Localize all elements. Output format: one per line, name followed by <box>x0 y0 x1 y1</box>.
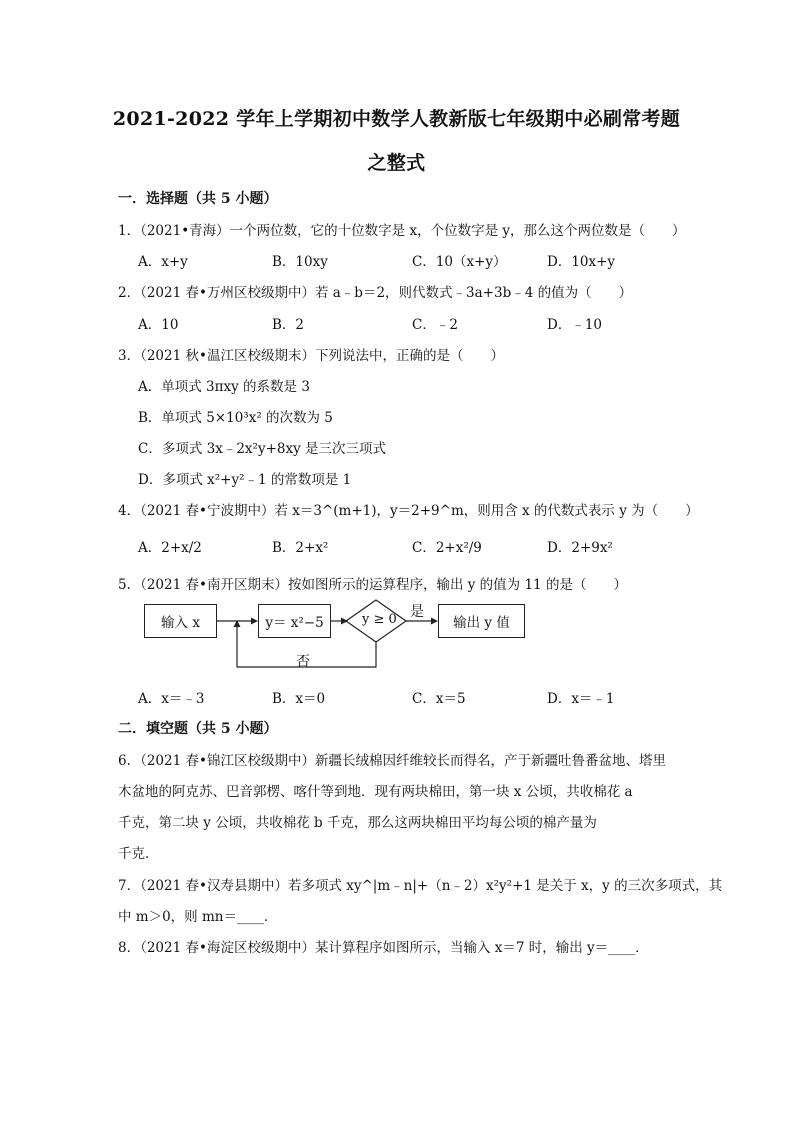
arrowhead-output <box>431 618 438 625</box>
question-3: 3．（2021 秋•温江区校级期末）下列说法中，正确的是（ ） <box>118 348 504 364</box>
q2-option-d: D．﹣10 <box>547 317 603 333</box>
q5-option-b: B．x＝0 <box>272 691 326 707</box>
q2-option-b: B．2 <box>272 317 305 333</box>
question-8: 8．（2021 春•海淀区校级期中）某计算程序如图所示，当输入 x＝7 时，输出 y＝____． <box>118 940 649 956</box>
q4-option-c: C．2+x²/9 <box>412 540 482 556</box>
flow-yes-label: 是 <box>410 604 424 620</box>
question-7-line1: 7．（2021 春•汉寿县期中）若多项式 xy^|m﹣n|+（n﹣2）x²y²+1 是关于 x，y 的三次多项式，其 <box>118 878 723 894</box>
question-6-line1: 6．（2021 春•锦江区校级期中）新疆长绒棉因纤维较长而得名，产于新疆吐鲁番盆地、塔里 <box>118 753 666 769</box>
page-title-line1: 2021-2022 学年上学期初中数学人教新版七年级期中必刷常考题 <box>112 108 681 130</box>
page-title-line2: 之整式 <box>367 152 426 174</box>
q5-option-d: D．x＝﹣1 <box>547 691 615 707</box>
q4-option-b: B．2+x² <box>272 540 329 556</box>
q1-option-d: D．10x+y <box>547 254 616 270</box>
question-1: 1．（2021•青海）一个两位数，它的十位数字是 x，个位数字是 y，那么这个两位数是（ ） <box>118 223 686 239</box>
q1-option-b: B．10xy <box>272 254 328 270</box>
question-5: 5．（2021 春•南开区期末）按如图所示的运算程序，输出 y 的值为 11 的是（ ） <box>118 577 627 593</box>
q5-option-c: C．x＝5 <box>412 691 466 707</box>
q2-option-a: A．10 <box>138 317 179 333</box>
q2-option-c: C．﹣2 <box>412 317 458 333</box>
q3-option-b: B．单项式 5×10³x² 的次数为 5 <box>138 410 333 426</box>
q4-option-d: D．2+9x² <box>547 540 613 556</box>
question-7-line2: 中 m＞0，则 mn＝____． <box>118 909 278 925</box>
arrowhead-formula <box>251 618 258 625</box>
flow-condition-label: y ≥ 0 <box>362 612 397 627</box>
q3-option-d: D．多项式 x²+y²﹣1 的常数项是 1 <box>138 472 352 488</box>
q4-option-a: A．2+x/2 <box>138 540 202 556</box>
q1-option-a: A．x+y <box>138 254 188 270</box>
flow-input-box: 输入 x <box>144 604 217 638</box>
question-6-line2: 木盆地的阿克苏、巴音郭楞、喀什等到地．现有两块棉田，第一块 x 公顷，共收棉花 a <box>118 784 633 800</box>
q3-option-a: A．单项式 3πxy 的系数是 3 <box>138 379 310 395</box>
section-choice-heading: 一．选择题（共 5 小题） <box>118 191 278 207</box>
flow-output-box: 输出 y 值 <box>438 604 525 638</box>
question-6-line4: 千克． <box>118 846 159 862</box>
q5-option-a: A．x＝﹣3 <box>138 691 205 707</box>
question-6-line3: 千克，第二块 y 公顷，共收棉花 b 千克，那么这两块棉田平均每公顷的棉产量为 <box>118 815 597 831</box>
q3-option-c: C．多项式 3x﹣2x²y+8xy 是三次三项式 <box>138 441 386 457</box>
question-4: 4．（2021 春•宁波期中）若 x＝3^(m+1)，y＝2+9^m，则用含 x 的代数式表示 y 为（ ） <box>118 503 699 519</box>
flow-no-label: 否 <box>296 654 310 670</box>
question-2: 2．（2021 春•万州区校级期中）若 a﹣b＝2，则代数式﹣3a+3b﹣4 的值为（ ） <box>118 285 633 301</box>
section-fill-heading: 二．填空题（共 5 小题） <box>118 721 278 737</box>
arrowhead-cond <box>341 618 348 625</box>
flow-formula-box: y＝ x²−5 <box>258 604 331 638</box>
q1-option-c: C．10（x+y） <box>412 254 507 270</box>
